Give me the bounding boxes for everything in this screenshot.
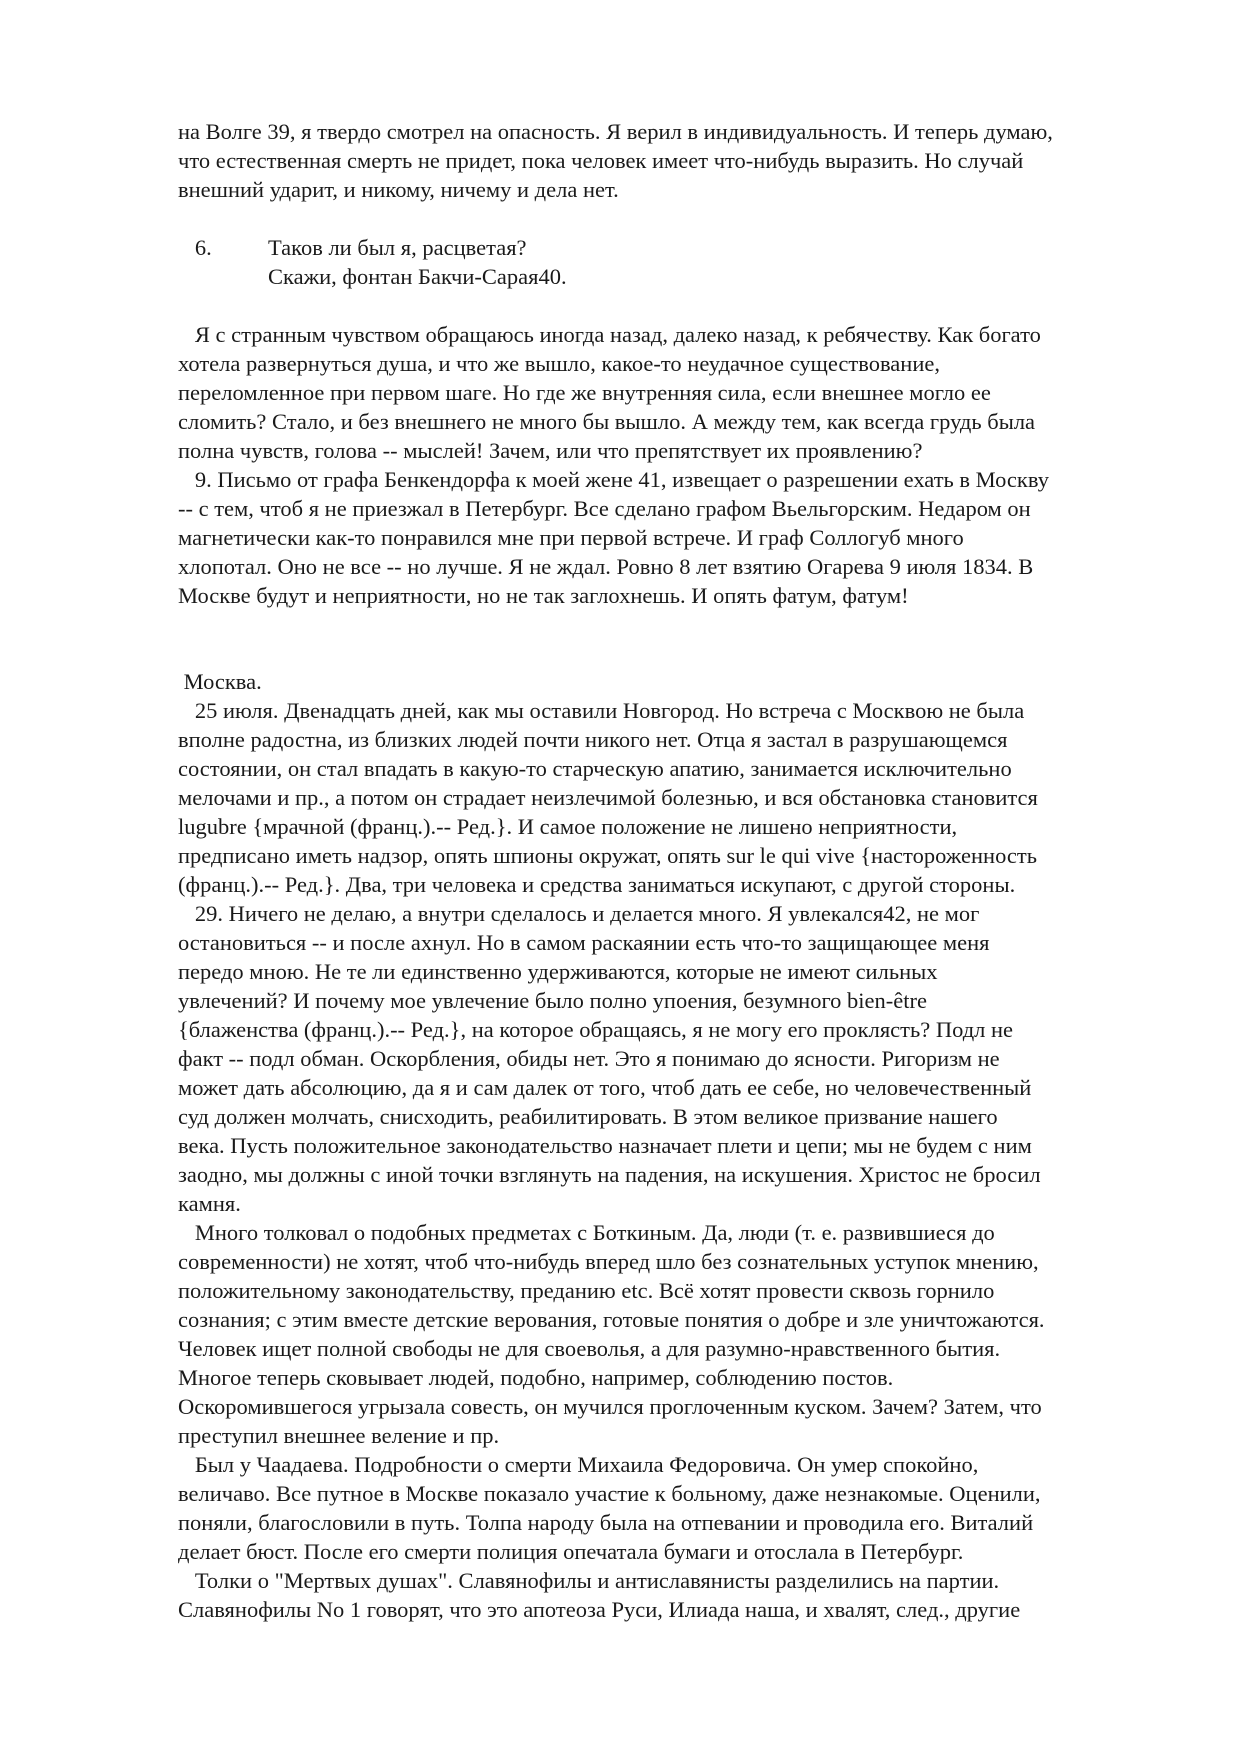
text-line: факт -- подл обман. Оскорбления, обиды нет. Это я понимаю до ясности. Ригоризм не <box>178 1046 1000 1071</box>
text-line: Славянофилы No 1 говорят, что это апотеоза Руси, Илиада наша, и хвалят, след., другие <box>178 1597 1021 1622</box>
text-line: Москве будут и неприятности, но не так заглохнешь. И опять фатум, фатум! <box>178 583 909 608</box>
text-line: {блаженства (франц.).-- Ред.}, на которое обращаясь, я не могу его проклясть? Подл не <box>178 1017 1014 1042</box>
text-line: остановиться -- и после ахнул. Но в самом раскаянии есть что-то защищающее меня <box>178 930 990 955</box>
text-line: 9. Письмо от графа Бенкендорфа к моей жене 41, извещает о разрешении ехать в Москву <box>178 467 1049 492</box>
entry-paragraphs <box>178 320 1178 610</box>
text-line: магнетически как-то понравился мне при первой встрече. И граф Соллогуб много <box>178 525 964 550</box>
text-line: на Волге 39, я твердо смотрел на опасность. Я верил в индивидуальность. И теперь думаю, <box>178 119 1053 144</box>
text-line: состоянии, он стал впадать в какую-то старческую апатию, занимается исключительно <box>178 756 1012 781</box>
text-line: (франц.).-- Ред.}. Два, три человека и средства заниматься искупают, с другой стороны. <box>178 872 1016 897</box>
text-line: что естественная смерть не придет, пока человек имеет что-нибудь выразить. Но случай <box>178 148 1024 173</box>
intro-paragraph <box>178 117 1178 204</box>
moscow-section <box>178 667 1178 1624</box>
text-line: сознания; с этим вместе детские верования, готовые понятия о добре и зле уничтожаются. <box>178 1307 1045 1332</box>
verse-quote <box>178 233 1178 291</box>
text-line: мелочами и пр., а потом он страдает неизлечимой болезнью, и вся обстановка становится <box>178 785 1038 810</box>
text-line: современности) не хотят, чтоб что-нибудь вперед шло без сознательных уступок мнению, <box>178 1249 1039 1274</box>
text-line: Москва. <box>178 669 262 694</box>
text-line: поняли, благословили в путь. Толпа народу была на отпевании и проводила его. Виталий <box>178 1510 1034 1535</box>
text-line: передо мною. Не те ли единственно удерживаются, которые не имеют сильных <box>178 959 938 984</box>
text-line: суд должен молчать, снисходить, реабилитировать. В этом великое призвание нашего <box>178 1104 998 1129</box>
text-line: 6. Таков ли был я, расцветая? <box>178 235 527 260</box>
text-line: полна чувств, голова -- мыслей! Зачем, или что препятствует их проявлению? <box>178 438 923 463</box>
text-line: преступил внешнее веление и пр. <box>178 1423 500 1448</box>
text-line: может дать абсолюцию, да я и сам далек от того, чтоб дать ее себе, но человечественный <box>178 1075 1032 1100</box>
text-line: внешний ударит, и никому, ничему и дела нет. <box>178 177 619 202</box>
text-line: сломить? Стало, и без внешнего не много бы вышло. А между тем, как всегда грудь была <box>178 409 1036 434</box>
text-line: делает бюст. После его смерти полиция опечатала бумаги и отослала в Петербург. <box>178 1539 964 1564</box>
text-line: увлечений? И почему мое увлечение было полно упоения, безумного bien-être <box>178 988 927 1013</box>
text-line: Я с странным чувством обращаюсь иногда назад, далеко назад, к ребячеству. Как богато <box>178 322 1041 347</box>
text-line: хотела развернуться душа, и что же вышло, какое-то неудачное существование, <box>178 351 940 376</box>
text-line: Был у Чаадаева. Подробности о смерти Михаила Федоровича. Он умер спокойно, <box>178 1452 979 1477</box>
text-line: положительному законодательству, преданию etc. Всё хотят провести сквозь горнило <box>178 1278 995 1303</box>
text-line: Толки о "Мертвых душах". Славянофилы и антиславянисты разделились на партии. <box>178 1568 1000 1593</box>
text-line: Оскоромившегося угрызала совесть, он мучился проглоченным куском. Зачем? Затем, что <box>178 1394 1042 1419</box>
text-line: 25 июля. Двенадцать дней, как мы оставили Новгород. Но встреча с Москвою не была <box>178 698 1025 723</box>
text-line: 29. Ничего не делаю, а внутри сделалось и делается много. Я увлекался42, не мог <box>178 901 980 926</box>
text-line: Многое теперь сковывает людей, подобно, например, соблюдению постов. <box>178 1365 894 1390</box>
text-line: -- с тем, чтоб я не приезжал в Петербург. Все сделано графом Вьельгорским. Недаром он <box>178 496 1031 521</box>
text-line: Человек ищет полной свободы не для своеволья, а для разумно-нравственного бытия. <box>178 1336 1001 1361</box>
text-line: переломленное при первом шаге. Но где же внутренняя сила, если внешнее могло ее <box>178 380 991 405</box>
text-line: заодно, мы должны с иной точки взглянуть на падения, на искушения. Христос не бросил <box>178 1162 1041 1187</box>
text-line: хлопотал. Оно не все -- но лучше. Я не ждал. Ровно 8 лет взятию Огарева 9 июля 1834. В <box>178 554 1034 579</box>
text-line: Скажи, фонтан Бакчи-Сарая40. <box>178 264 567 289</box>
text-line: lugubre {мрачной (франц.).-- Ред.}. И самое положение не лишено неприятности, <box>178 814 958 839</box>
text-line: Много толковал о подобных предметах с Боткиным. Да, люди (т. е. развившиеся до <box>178 1220 995 1245</box>
text-line: камня. <box>178 1191 241 1216</box>
text-line: предписано иметь надзор, опять шпионы окружат, опять sur le qui vive {настороженность <box>178 843 1037 868</box>
text-line: вполне радостна, из близких людей почти никого нет. Отца я застал в разрушающемся <box>178 727 1008 752</box>
text-line: века. Пусть положительное законодательство назначает плети и цепи; мы не будем с ним <box>178 1133 1032 1158</box>
text-line: величаво. Все путное в Москве показало участие к больному, даже незнакомые. Оценили, <box>178 1481 1041 1506</box>
